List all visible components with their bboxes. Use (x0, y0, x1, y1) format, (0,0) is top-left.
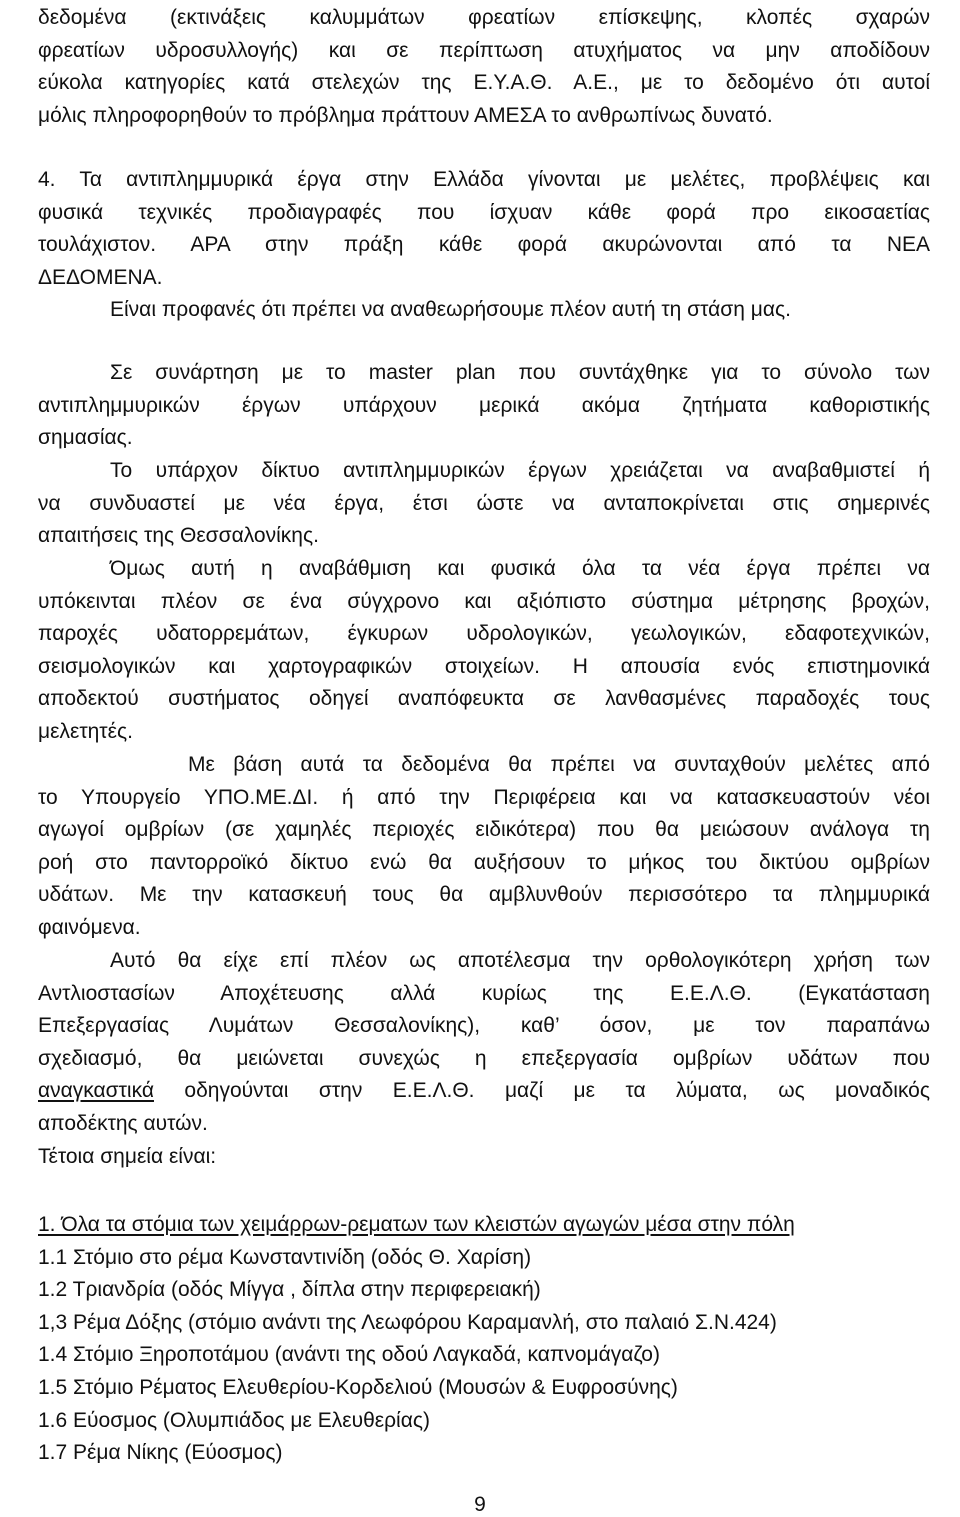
text-line: το Υπουργείο ΥΠΟ.ΜΕ.ΔΙ. ή από την Περιφέρεια και να κατασκευαστούν νέοι (38, 785, 930, 809)
underlined-word: αναγκαστικά (38, 1079, 154, 1103)
text-line: δεδομένα (εκτινάξεις καλυμμάτων φρεατίων επίσκεψης, κλοπές σχαρών (38, 6, 930, 29)
text-line: αγωγοί ομβρίων (σε χαμηλές περιοχές ειδικότερα) που θα μειώσουν ανάλογα τη (38, 818, 930, 842)
text-line: παροχές υδατορρεμάτων, έγκυρων υδρολογικών, γεωλογικών, εδαφοτεχνικών, (38, 622, 930, 646)
list-item: 1.2 Τριανδρία (οδός Μίγγα , δίπλα στην περιφερειακή) (38, 1278, 541, 1302)
text-line: σχεδιασμό, θα μειώνεται συνεχώς η επεξεργασία ομβρίων υδάτων που (38, 1046, 930, 1070)
paragraph-result (38, 945, 930, 1173)
paragraph-master-plan (38, 357, 930, 455)
text-line: Τέτοια σημεία είναι: (38, 1144, 217, 1168)
text-line: ροή στο παντορροϊκό δίκτυο ενώ θα αυξήσουν το μήκος του δικτύου ομβρίων (38, 850, 930, 874)
list-item: 1,3 Ρέμα Δόξης (στόμιο ανάντι της Λεωφόρου Καραμανλή, στο παλαιό Σ.Ν.424) (38, 1310, 777, 1334)
text-line: φαινόμενα. (38, 915, 141, 939)
text-line: σεισμολογικών και χαρτογραφικών στοιχείων. Η απουσία ενός επιστημονικά (38, 654, 930, 678)
text-line: αντιπλημμυρικών έργων υπάρχουν μερικά ακόμα ζητήματα καθοριστικής (38, 393, 930, 417)
text-line: μόλις πληροφορηθούν το πρόβλημα πράττουν ΑΜΕΣΑ το ανθρωπίνως δυνατό. (38, 103, 773, 127)
paragraph-studies (38, 749, 930, 945)
text-line: αποδεκτού συστήματος οδηγεί αναπόφευκτα σε λανθασμένες παραδοχές τους (38, 687, 930, 711)
points-list (38, 1209, 930, 1470)
text-line: τουλάχιστον. ΑΡΑ στην πράξη κάθε φορά ακυρώνονται από τα ΝΕΑ (38, 233, 930, 257)
text-line: Αυτό θα είχε επί πλέον ως αποτέλεσμα την ορθολογικότερη χρήση των (110, 949, 930, 972)
paragraph-intro (38, 2, 930, 132)
text-line: Το υπάρχον δίκτυο αντιπλημμυρικών έργων χρειάζεται να αναβαθμιστεί ή (110, 459, 930, 482)
paragraph-network (38, 455, 930, 553)
text-line: Με βάση αυτά τα δεδομένα θα πρέπει να συνταχθούν μελέτες από (188, 753, 930, 776)
text-line-rest: οδηγούνται στην Ε.Ε.Λ.Θ. μαζί με τα λύματα, ως μοναδικός (153, 1079, 930, 1103)
text-line: να συνδυαστεί με νέα έργα, έτσι ώστε να ανταποκρίνεται στις σημερινές (38, 491, 930, 515)
text-line: Αντλιοστασίων Αποχέτευσης αλλά κυρίως της Ε.Ε.Λ.Θ. (Εγκατάσταση (38, 981, 930, 1005)
text-line: υπόκεινται πλέον σε ένα σύγχρονο και αξιόπιστο σύστημα μέτρησης βροχών, (38, 589, 930, 613)
text-line: ΔΕΔΟΜΕΝΑ. (38, 265, 163, 289)
text-line: Είναι προφανές ότι πρέπει να αναθεωρήσουμε πλέον αυτή τη στάση μας. (110, 298, 791, 322)
text-line: υδάτων. Με την κατασκευή τους θα αμβλυνθούν περισσότερο τα πλημμυρικά (38, 883, 930, 907)
paragraph-upgrade (38, 553, 930, 749)
text-line: φρεατίων υδροσυλλογής) και σε περίπτωση ατυχήματος να μην αποδίδουν (38, 38, 930, 62)
list-item: 1.7 Ρέμα Νίκης (Εύοσμος) (38, 1441, 283, 1465)
text-line: φυσικά τεχνικές προδιαγραφές που ίσχυαν κάθε φορά προ εικοσαετίας (38, 200, 930, 224)
list-heading: 1. Όλα τα στόμια των χειμάρρων-ρεματων των κλειστών αγωγών μέσα στην πόλη (38, 1213, 795, 1236)
text-line: αποδέκτης αυτών. (38, 1111, 208, 1135)
text-line: μελετητές. (38, 719, 133, 743)
page-number: 9 (474, 1493, 486, 1516)
text-line: 4. Τα αντιπλημμυρικά έργα στην Ελλάδα γίνονται με μελέτες, προβλέψεις και (38, 168, 930, 191)
text-line: σημασίας. (38, 426, 133, 450)
text-line: απαιτήσεις της Θεσσαλονίκης. (38, 524, 319, 548)
paragraph-point-4 (38, 164, 930, 327)
text-line: Σε συνάρτηση με το master plan που συντάχθηκε για το σύνολο των (110, 361, 930, 384)
text-line (38, 1075, 930, 1108)
list-item: 1.1 Στόμιο στο ρέμα Κωνσταντινίδη (οδός Θ. Χαρίση) (38, 1245, 532, 1269)
text-line: Επεξεργασίας Λυμάτων Θεσσαλονίκης), καθ’ όσον, με τον παραπάνω (38, 1014, 930, 1038)
list-item: 1.6 Εύοσμος (Ολυμπιάδος με Ελευθερίας) (38, 1408, 430, 1432)
text-line: εύκολα κατηγορίες κατά στελεχών της Ε.Υ.Α.Θ. Α.Ε., με το δεδομένο ότι αυτοί (38, 71, 930, 95)
list-item: 1.4 Στόμιο Ξηροποτάμου (ανάντι της οδού Λαγκαδά, καπνομάγαζο) (38, 1343, 660, 1367)
list-item: 1.5 Στόμιο Ρέματος Ελευθερίου-Κορδελιού (Μουσών & Ευφροσύνης) (38, 1375, 678, 1399)
text-line: Όμως αυτή η αναβάθμιση και φυσικά όλα τα νέα έργα πρέπει να (110, 557, 930, 580)
